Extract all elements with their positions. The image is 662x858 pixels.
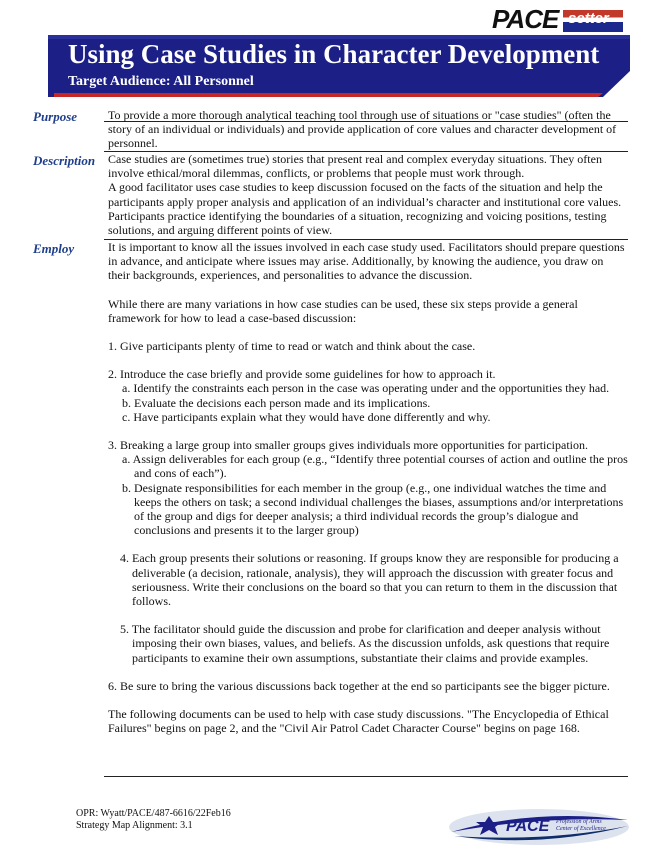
step-6: 6. Be sure to bring the various discussions back together at the end so participants see the bigger picture.: [108, 678, 610, 693]
employ-label: Employ: [33, 241, 75, 256]
opr-line: OPR: Wyatt/PACE/487-6616/22Feb16: [76, 808, 231, 819]
purpose-paragraph: To provide a more thorough analytical teaching tool through use of situations or "case studies" (often the story of an individual or individuals) and provide application of core values and character development of personnel.: [108, 108, 617, 151]
logo-pace-word: PACE: [492, 4, 559, 34]
step-4: 4. Each group presents their solutions or reasoning. If groups know they are responsible for producing a deliverable (a decision, rationale, analysis), they will approach the discussion with greater focus and seriousness. Write their conclusions on the board so that you can return to them in the discussion that follows.: [120, 551, 619, 609]
description-label: Description: [33, 153, 96, 168]
target-audience: Target Audience: All Personnel: [68, 74, 254, 89]
employ-paragraph-2: While there are many variations in how case studies can be used, these six steps provide a general framework for how to lead a case-based discussion:: [108, 296, 578, 325]
footer-logo-line1: Profession of Arms: [556, 819, 602, 825]
footer-info: [76, 808, 231, 832]
step-5: 5. The facilitator should guide the discussion and probe for clarification and deeper analysis without imposing their own biases, values, and beliefs. As the discussion unfolds, ask questions that require participants to examine their own assumptions, substantiate their claims and provide examples.: [120, 622, 610, 665]
step-2: 2. Introduce the case briefly and provide some guidelines for how to approach it.: [108, 367, 496, 382]
description-paragraph-1: Case studies are (sometimes true) stories that present real and complex everyday situations. They often involve ethical/moral dilemmas, conflicts, or problems that people must work through.: [108, 152, 602, 181]
employ-text: [108, 240, 628, 735]
employ-paragraph-1: It is important to know all the issues involved in each case study used. Facilitators should prepare questions in advance, and anticipate where issues may arise. Additionally, by knowing the audience, you draw on their backgrounds, experiences, and personalities to advance the discussion.: [108, 240, 625, 283]
step-3: 3. Breaking a large group into smaller groups gives individuals more opportunities for participation.: [108, 438, 589, 453]
strategy-map-line: Strategy Map Alignment: 3.1: [76, 820, 193, 831]
closing-paragraph: The following documents can be used to help with case study discussions. "The Encyclopedia of Ethical Failures" begins on page 2, and the "Civil Air Patrol Cadet Character Course" begins on page 168.: [108, 707, 609, 736]
footer-logo-word: PACE: [506, 818, 550, 835]
description-text: [108, 152, 628, 237]
step-3b: b. Designate responsibilities for each member in the group (e.g., one individual watches the time and keeps the others on task; a second individual challenges the biases, assumptions and/or interpretations of the group and digs for deeper analysis; a third individual records the group’s dialogue and conclusions and presents it to the larger group): [122, 480, 624, 538]
logo-setter-word: setter: [568, 10, 609, 27]
description-paragraph-2: A good facilitator uses case studies to keep discussion focused on the facts of the situation and help the participants apply proper analysis and application of an individual’s character and institutional core values. Participants practice identifying the boundaries of a situation, recognizing and voicing positions, testing solutions, and arguing different points of view.: [108, 180, 622, 238]
purpose-text: [108, 108, 628, 151]
step-1: 1. Give participants plenty of time to read or watch and think about the case.: [108, 339, 476, 354]
step-2b: b. Evaluate the decisions each person made and its implications.: [122, 395, 431, 410]
bottom-rule: [104, 776, 628, 777]
step-3a: a. Assign deliverables for each group (e.g., “Identify three potential courses of action and outline the pros and cons of each”).: [122, 452, 628, 481]
step-2c: c. Have participants explain what they would have done differently and why.: [122, 409, 491, 424]
purpose-label: Purpose: [33, 109, 78, 124]
page-title: Using Case Studies in Character Development: [68, 39, 600, 69]
pace-footer-logo: [446, 806, 632, 848]
footer-logo-line2: Center of Excellence: [556, 826, 606, 832]
title-banner: [48, 35, 630, 97]
pace-setter-logo: [492, 4, 632, 34]
step-2a: a. Identify the constraints each person in the case was operating under and the opportunities they had.: [122, 381, 610, 396]
